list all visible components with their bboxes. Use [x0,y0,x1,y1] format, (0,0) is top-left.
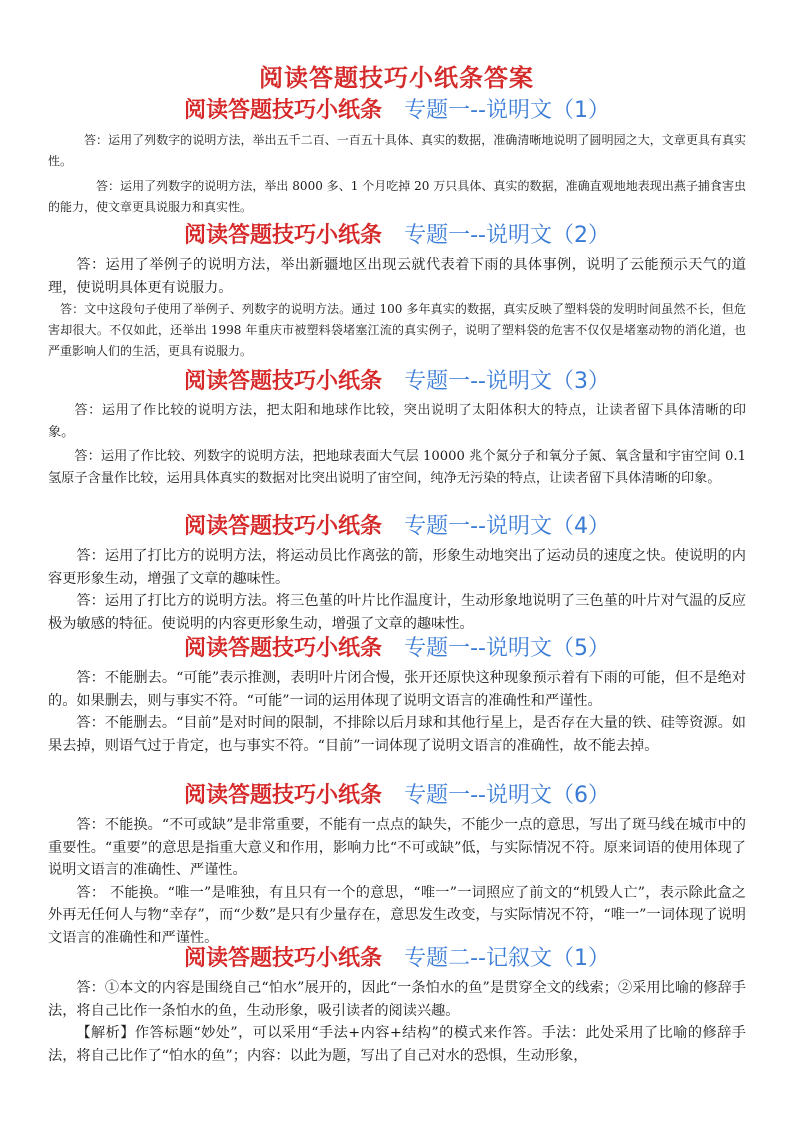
answer-paragraph: 答：运用了作比较的说明方法，把太阳和地球作比较，突出说明了太阳体积大的特点，让读者留下具体清晰的印象。 [48,403,746,440]
answer-paragraph: 答：运用了列数字的说明方法，举出五千二百、一百五十具体、真实的数据，准确清晰地说明了圆明园之大，文章更具有真实性。 [48,133,746,168]
section-expository-2 [48,221,746,362]
heading-topic-label: 专题一--说明文（1） [404,98,610,123]
answer-paragraph: 答：运用了举例子的说明方法，举出新疆地区出现云就代表着下雨的具体事例，说明了云能预示天气的道理，使说明具体更有说服力。 [48,257,746,296]
heading-topic-label: 专题二--记叙文（1） [404,946,610,971]
section-heading [48,781,746,811]
answer-paragraph: 答： 不能换。“唯一”是唯独，有且只有一个的意思，“唯一”一词照应了前文的“机毁人亡”，表示除此盒之外再无任何人与物“幸存”，而“少数”是只有少量存在，意思发生改变，与实际情况不符，“唯一”一词体现了说明文语言的准确性和严谨性。 [48,884,746,946]
answer-paragraph: 答：不能换。“不可或缺”是非常重要，不能有一点点的缺失，不能少一点的意思，写出了斑马线在城市中的重要性。“重要”的意思是指重大意义和作用，影响力比“不可或缺”低，与实际情况不符。原来词语的使用体现了说明文语言的准确性、严谨性。 [48,817,746,878]
answer-paragraph: 答：运用了列数字的说明方法，举出 8000 多、1 个月吃掉 20 万只具体、真实的数据，准确直观地地表现出燕子捕食害虫的能力，使文章更具说服力和真实性。 [48,179,746,214]
section-heading [48,221,746,251]
answer-paragraph: 答：运用了作比较、列数字的说明方法，把地球表面大气层 10000 兆个氮分子和氧分子氮、氧含量和宇宙空间 0.1 氢原子含量作比较，运用具体真实的数据对比突出说明了宙空间，纯净无污染的特点，让读者留下具体清晰的印象。 [48,449,746,486]
heading-topic-label: 专题一--说明文（3） [404,369,610,394]
heading-topic-label: 专题一--说明文（6） [404,783,610,808]
heading-series-label: 阅读答题技巧小纸条 [184,369,383,394]
section-expository-6 [48,781,746,949]
section-expository-3 [48,367,746,489]
heading-topic-label: 专题一--说明文（5） [404,636,610,661]
section-heading [48,944,746,974]
answer-paragraph: 答：运用了打比方的说明方法，将运动员比作离弦的箭，形象生动地突出了运动员的速度之快。使说明的内容更形象生动，增强了文章的趣味性。 [48,548,746,587]
section-heading [48,634,746,664]
answer-paragraph: 答：文中这段句子使用了举例子、列数字的说明方法。通过 100 多年真实的数据，真实反映了塑料袋的发明时间虽然不长，但危害却很大。不仅如此，还举出 1998 年重庆市被塑料袋堵塞江流的真实例子，说明了塑料袋的危害不仅仅是堵塞动物的消化道，也严重影响人们的生活，更具有说服力。 [48,302,746,358]
section-expository-1 [48,96,746,218]
section-heading [48,512,746,542]
analysis-paragraph: 【解析】作答标题“妙处”，可以采用“手法+内容+结构”的模式来作答。手法：此处采用了比喻的修辞手法，将自己比作了“怕水的鱼”；内容：以此为题，写出了自己对水的恐惧，生动形象， [48,1025,746,1064]
heading-series-label: 阅读答题技巧小纸条 [184,783,383,808]
answer-paragraph: 答：运用了打比方的说明方法。将三色堇的叶片比作温度计，生动形象地说明了三色堇的叶片对气温的反应极为敏感的特征。使说明的内容更形象生动，增强了文章的趣味性。 [48,593,746,632]
heading-series-label: 阅读答题技巧小纸条 [184,514,383,539]
section-expository-5 [48,634,746,757]
section-expository-4 [48,512,746,635]
heading-series-label: 阅读答题技巧小纸条 [184,636,383,661]
heading-series-label: 阅读答题技巧小纸条 [184,946,383,971]
section-heading [48,367,746,397]
heading-series-label: 阅读答题技巧小纸条 [184,98,383,123]
section-narrative-1 [48,944,746,1067]
heading-topic-label: 专题一--说明文（2） [404,223,610,248]
answer-paragraph: 答：不能删去。“可能”表示推测，表明叶片闭合慢，张开还原快这种现象预示着有下雨的可能，但不是绝对的。如果删去，则与事实不符。“可能”一词的运用体现了说明文语言的准确性和严谨性。 [48,670,746,709]
heading-series-label: 阅读答题技巧小纸条 [184,223,383,248]
answer-paragraph: 答：①本文的内容是围绕自己“怕水”展开的，因此“一条怕水的鱼”是贯穿全文的线索；②采用比喻的修辞手法，将自己比作一条怕水的鱼，生动形象，吸引读者的阅读兴趣。 [48,980,746,1019]
heading-topic-label: 专题一--说明文（4） [404,514,610,539]
section-heading [48,96,746,126]
answer-paragraph: 答：不能删去。“目前”是对时间的限制，不排除以后月球和其他行星上，是否存在大量的铁、硅等资源。如果去掉，则语气过于肯定，也与事实不符。“目前”一词体现了说明文语言的准确性，故不能去掉。 [48,715,746,754]
main-title: 阅读答题技巧小纸条答案 [259,64,534,92]
